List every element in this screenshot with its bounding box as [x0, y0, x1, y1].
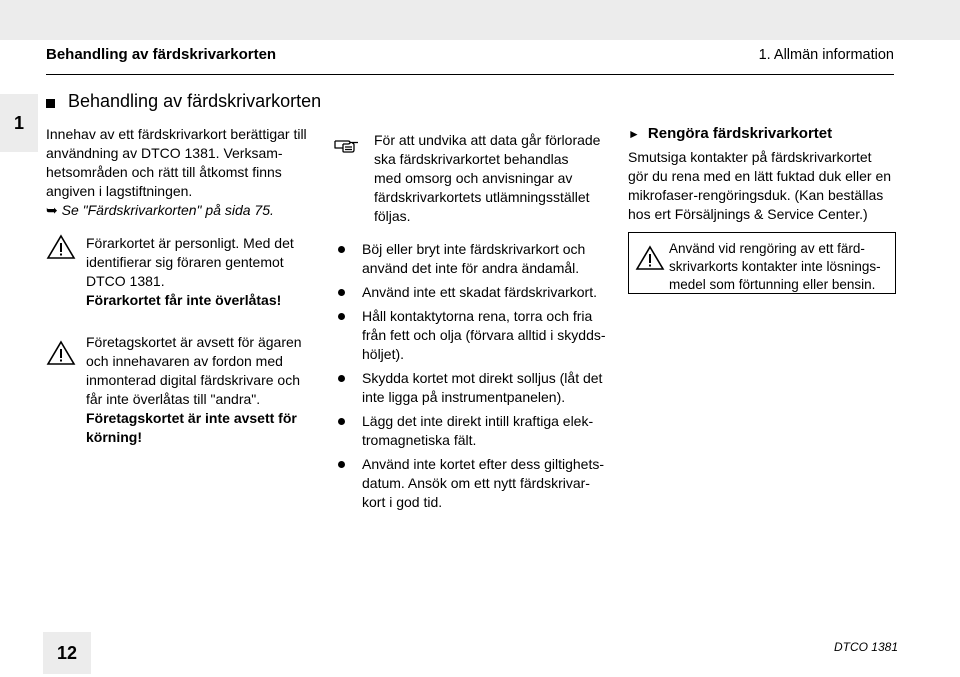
note-line: med omsorg och anvisningar av [374, 170, 573, 186]
note-line: färdskrivarkortets utlämningsstället [374, 189, 590, 205]
cross-reference[interactable] [46, 201, 326, 220]
list-item [338, 283, 628, 302]
cleaning-line: hos ert Försäljnings & Service Center.) [628, 206, 868, 222]
list-item-line: Lägg det inte direkt intill kraftiga elek- [362, 413, 594, 429]
cleaning-warning-line: skrivarkorts kontakter inte lösnings- [669, 259, 881, 274]
cleaning-paragraph [628, 148, 898, 224]
arrow-right-icon: ➥ [46, 202, 58, 218]
cleaning-title: Rengöra färdskrivarkortet [647, 125, 833, 142]
list-item-line: från fett och olja (förvara alltid i skydds- [362, 327, 606, 343]
bullet-dot [338, 313, 345, 320]
warning-line: identifierar sig föraren gentemot [86, 254, 284, 270]
list-item-line: datum. Ansök om ett nytt färdskrivar- [362, 475, 590, 491]
list-item-line: Skydda kortet mot direkt solljus (låt det [362, 370, 603, 386]
cleaning-heading [628, 125, 832, 142]
list-item-line: tromagnetiska fält. [362, 432, 477, 448]
list-item [338, 240, 628, 278]
cleaning-warning-line: Använd vid rengöring av ett färd- [669, 241, 865, 256]
chapter-tab: 1 [0, 94, 38, 152]
warning-emphasis: Förarkortet får inte överlåtas! [86, 292, 282, 308]
bullet-dot [338, 461, 345, 468]
list-item [338, 412, 628, 450]
list-item-line: kort i god tid. [362, 494, 443, 510]
list-item [338, 369, 628, 407]
list-item-line: Använd inte kortet efter dess giltighets- [362, 456, 605, 472]
bullet-dot [338, 246, 345, 253]
cleaning-line: gör du rena med en lätt fuktad duk eller en [628, 168, 892, 184]
warning-line: inmonterad digital färdskrivare och [86, 372, 300, 388]
section-title: Behandling av färdskrivarkorten [68, 91, 322, 111]
pointing-hand-icon [334, 133, 360, 153]
warning-triangle-icon [635, 245, 665, 271]
note-line: ska färdskrivarkortet behandlas [374, 151, 569, 167]
note-paragraph [374, 131, 632, 226]
warning-driver-card [46, 234, 326, 314]
warning-line: DTCO 1381. [86, 273, 165, 289]
bullet-dot [338, 289, 345, 296]
warning-line: Företagskortet är avsett för ägaren [86, 334, 302, 350]
bullet-dot [338, 375, 345, 382]
running-header-left: Behandling av färdskrivarkorten [46, 46, 277, 63]
bullet-dot [338, 418, 345, 425]
list-item-line: höljet). [362, 346, 405, 362]
warning-emphasis: Företagskortet är inte avsett för [86, 410, 297, 426]
warning-line: får inte överlåtas till "andra". [86, 391, 261, 407]
list-item-line: Använd inte ett skadat färdskrivarkort. [362, 284, 597, 300]
warning-line: Förarkortet är personligt. Med det [86, 235, 294, 251]
triangle-marker-icon: ► [628, 127, 640, 141]
list-item [338, 455, 628, 512]
care-instructions-list [338, 240, 628, 517]
top-band [0, 0, 960, 40]
warning-line: och innehavaren av fordon med [86, 353, 283, 369]
page-number: 12 [43, 632, 91, 674]
header-divider [46, 74, 894, 75]
intro-line: användning av DTCO 1381. Verksam- [46, 145, 283, 161]
list-item-line: Håll kontaktytorna rena, torra och fria [362, 308, 593, 324]
cleaning-line: mikrofaser-rengöringsduk. (Kan beställas [628, 187, 884, 203]
list-item-line: Böj eller bryt inte färdskrivarkort och [362, 241, 586, 257]
section-square-bullet [46, 99, 55, 108]
cleaning-line: Smutsiga kontakter på färdskrivarkortet [628, 149, 872, 165]
cleaning-warning-line: medel som förtunning eller bensin. [669, 277, 876, 292]
list-item-line: inte ligga på instrumentpanelen). [362, 389, 566, 405]
list-item [338, 307, 628, 364]
warning-company-card [46, 333, 326, 443]
note-line: För att undvika att data går förlorade [374, 132, 601, 148]
warning-emphasis: körning! [86, 429, 142, 445]
intro-line: Innehav av ett färdskrivarkort berättigar till [46, 126, 307, 142]
warning-triangle-icon [46, 234, 76, 260]
note-line: följas. [374, 208, 411, 224]
warning-triangle-icon [46, 340, 76, 366]
cross-reference-text: Se "Färdskrivarkorten" på sida 75. [61, 202, 274, 218]
list-item-line: använd det inte för andra ändamål. [362, 260, 580, 276]
running-header-right: 1. Allmän information [758, 47, 894, 63]
cleaning-warning-box [628, 232, 896, 294]
footer-product: DTCO 1381 [833, 640, 898, 654]
intro-paragraph [46, 125, 326, 220]
intro-line: hetsområden och rätt till åtkomst finns [46, 164, 282, 180]
intro-line: angiven i lagstiftningen. [46, 183, 193, 199]
